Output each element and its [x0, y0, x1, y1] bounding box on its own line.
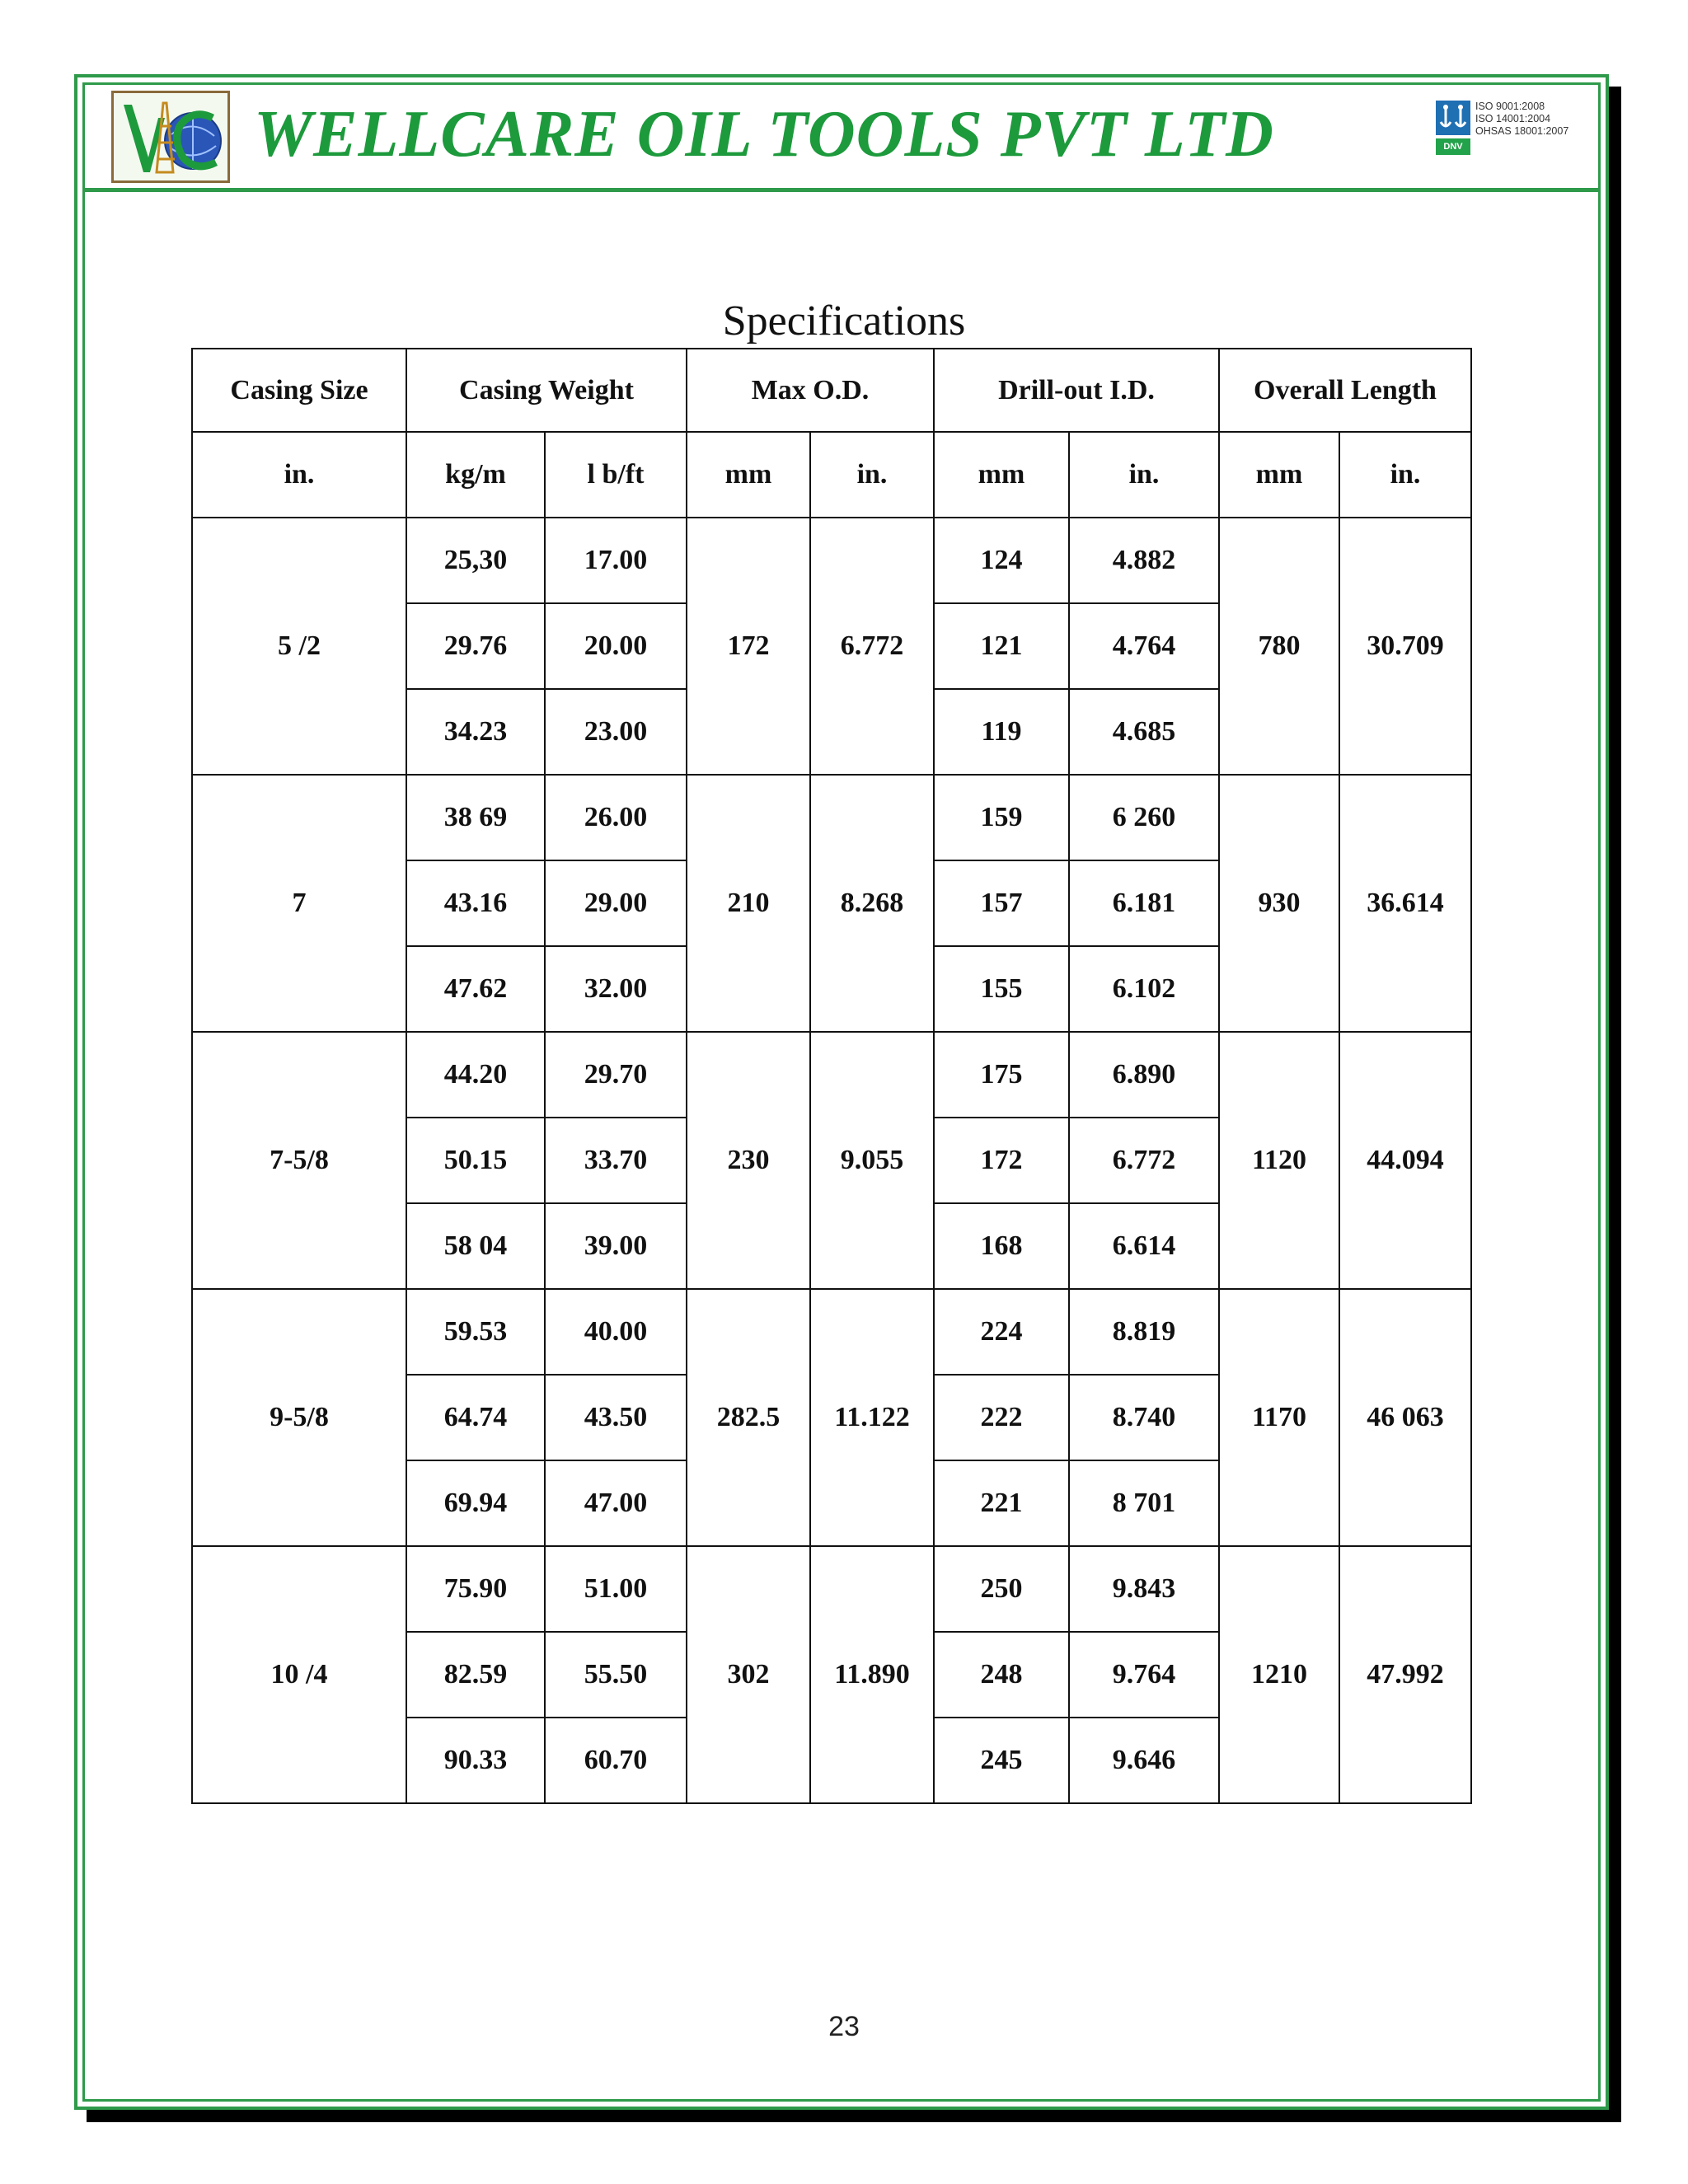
weight-lbft-cell: 29.00 [545, 860, 687, 946]
drill-id-in-cell: 6.772 [1069, 1118, 1219, 1203]
weight-lbft-cell: 43.50 [545, 1375, 687, 1460]
header-casing-size: Casing Size [192, 349, 406, 432]
length-mm-cell: 1120 [1219, 1032, 1339, 1289]
casing-size-cell: 7-5/8 [192, 1032, 406, 1289]
drill-id-in-cell: 6.614 [1069, 1203, 1219, 1289]
drill-id-in-cell: 8.819 [1069, 1289, 1219, 1375]
weight-kgm-cell: 50.15 [406, 1118, 545, 1203]
unit-header: in. [1339, 432, 1471, 518]
length-mm-cell: 930 [1219, 775, 1339, 1032]
length-in-cell: 30.709 [1339, 518, 1471, 775]
unit-header: kg/m [406, 432, 545, 518]
weight-lbft-cell: 55.50 [545, 1632, 687, 1718]
header-overall-length: Overall Length [1219, 349, 1471, 432]
max-od-mm-cell: 172 [687, 518, 810, 775]
drill-id-in-cell: 9.646 [1069, 1718, 1219, 1803]
table-row [192, 1289, 1471, 1375]
drill-id-mm-cell: 124 [934, 518, 1069, 603]
unit-header: in. [1069, 432, 1219, 518]
drill-id-in-cell: 6.181 [1069, 860, 1219, 946]
weight-lbft-cell: 23.00 [545, 689, 687, 775]
anchor-icon [1436, 101, 1470, 135]
length-mm-cell: 780 [1219, 518, 1339, 775]
weight-lbft-cell: 20.00 [545, 603, 687, 689]
weight-kgm-cell: 44.20 [406, 1032, 545, 1118]
weight-lbft-cell: 40.00 [545, 1289, 687, 1375]
unit-header: in. [192, 432, 406, 518]
length-in-cell: 46 063 [1339, 1289, 1471, 1546]
derrick-globe-logo-icon [114, 93, 227, 180]
weight-kgm-cell: 58 04 [406, 1203, 545, 1289]
drill-id-in-cell: 8 701 [1069, 1460, 1219, 1546]
length-mm-cell: 1210 [1219, 1546, 1339, 1803]
drill-id-in-cell: 4.685 [1069, 689, 1219, 775]
drill-id-in-cell: 6.890 [1069, 1032, 1219, 1118]
cert-line: ISO 14001:2004 [1475, 113, 1551, 124]
drill-id-mm-cell: 245 [934, 1718, 1069, 1803]
company-name: WELLCARE OIL TOOLS PVT LTD [254, 98, 1274, 171]
weight-kgm-cell: 34.23 [406, 689, 545, 775]
drill-id-mm-cell: 222 [934, 1375, 1069, 1460]
cert-line: ISO 9001:2008 [1475, 101, 1545, 112]
drill-id-mm-cell: 172 [934, 1118, 1069, 1203]
max-od-in-cell: 11.890 [810, 1546, 934, 1803]
table-row [192, 1546, 1471, 1632]
section-title: Specifications [722, 298, 966, 344]
weight-lbft-cell: 47.00 [545, 1460, 687, 1546]
header-drill-out-id: Drill-out I.D. [934, 349, 1219, 432]
table-row [192, 1032, 1471, 1118]
weight-kgm-cell: 38 69 [406, 775, 545, 860]
cert-line: OHSAS 18001:2007 [1475, 125, 1569, 137]
unit-header: mm [934, 432, 1069, 518]
drill-id-mm-cell: 221 [934, 1460, 1069, 1546]
drill-id-mm-cell: 119 [934, 689, 1069, 775]
weight-lbft-cell: 39.00 [545, 1203, 687, 1289]
weight-lbft-cell: 32.00 [545, 946, 687, 1032]
drill-id-in-cell: 9.843 [1069, 1546, 1219, 1632]
casing-size-cell: 9-5/8 [192, 1289, 406, 1546]
weight-kgm-cell: 69.94 [406, 1460, 545, 1546]
weight-kgm-cell: 82.59 [406, 1632, 545, 1718]
drill-id-mm-cell: 250 [934, 1546, 1069, 1632]
weight-kgm-cell: 75.90 [406, 1546, 545, 1632]
drill-id-mm-cell: 155 [934, 946, 1069, 1032]
certification-badge [1436, 101, 1592, 166]
unit-header-row [192, 432, 1471, 518]
drill-id-mm-cell: 248 [934, 1632, 1069, 1718]
drill-id-in-cell: 8.740 [1069, 1375, 1219, 1460]
weight-kgm-cell: 59.53 [406, 1289, 545, 1375]
cert-body-label: DNV [1436, 138, 1470, 155]
unit-header: mm [1219, 432, 1339, 518]
specifications-table [191, 348, 1472, 1804]
company-logo [111, 91, 230, 183]
casing-size-cell: 7 [192, 775, 406, 1032]
drill-id-mm-cell: 121 [934, 603, 1069, 689]
length-mm-cell: 1170 [1219, 1289, 1339, 1546]
max-od-mm-cell: 210 [687, 775, 810, 1032]
drill-id-mm-cell: 168 [934, 1203, 1069, 1289]
unit-header: mm [687, 432, 810, 518]
max-od-in-cell: 9.055 [810, 1032, 934, 1289]
drill-id-in-cell: 6 260 [1069, 775, 1219, 860]
casing-size-cell: 10 /4 [192, 1546, 406, 1803]
header-casing-weight: Casing Weight [406, 349, 687, 432]
max-od-mm-cell: 282.5 [687, 1289, 810, 1546]
weight-lbft-cell: 26.00 [545, 775, 687, 860]
weight-lbft-cell: 60.70 [545, 1718, 687, 1803]
length-in-cell: 44.094 [1339, 1032, 1471, 1289]
drill-id-in-cell: 6.102 [1069, 946, 1219, 1032]
max-od-in-cell: 11.122 [810, 1289, 934, 1546]
cert-list [1475, 101, 1568, 138]
weight-lbft-cell: 29.70 [545, 1032, 687, 1118]
page-number: 23 [828, 2011, 860, 2042]
drill-id-mm-cell: 175 [934, 1032, 1069, 1118]
max-od-in-cell: 6.772 [810, 518, 934, 775]
weight-lbft-cell: 33.70 [545, 1118, 687, 1203]
length-in-cell: 36.614 [1339, 775, 1471, 1032]
drill-id-in-cell: 4.764 [1069, 603, 1219, 689]
weight-kgm-cell: 43.16 [406, 860, 545, 946]
unit-header: in. [810, 432, 934, 518]
group-header-row [192, 349, 1471, 432]
weight-kgm-cell: 64.74 [406, 1375, 545, 1460]
weight-kgm-cell: 47.62 [406, 946, 545, 1032]
max-od-mm-cell: 302 [687, 1546, 810, 1803]
header-divider [84, 188, 1599, 192]
length-in-cell: 47.992 [1339, 1546, 1471, 1803]
table-row [192, 775, 1471, 860]
drill-id-in-cell: 4.882 [1069, 518, 1219, 603]
casing-size-cell: 5 /2 [192, 518, 406, 775]
drill-id-mm-cell: 224 [934, 1289, 1069, 1375]
table-row [192, 518, 1471, 603]
max-od-in-cell: 8.268 [810, 775, 934, 1032]
weight-lbft-cell: 17.00 [545, 518, 687, 603]
drill-id-mm-cell: 159 [934, 775, 1069, 860]
header-max-od: Max O.D. [687, 349, 934, 432]
drill-id-in-cell: 9.764 [1069, 1632, 1219, 1718]
weight-kgm-cell: 25,30 [406, 518, 545, 603]
drill-id-mm-cell: 157 [934, 860, 1069, 946]
weight-kgm-cell: 90.33 [406, 1718, 545, 1803]
weight-kgm-cell: 29.76 [406, 603, 545, 689]
weight-lbft-cell: 51.00 [545, 1546, 687, 1632]
unit-header: l b/ft [545, 432, 687, 518]
max-od-mm-cell: 230 [687, 1032, 810, 1289]
